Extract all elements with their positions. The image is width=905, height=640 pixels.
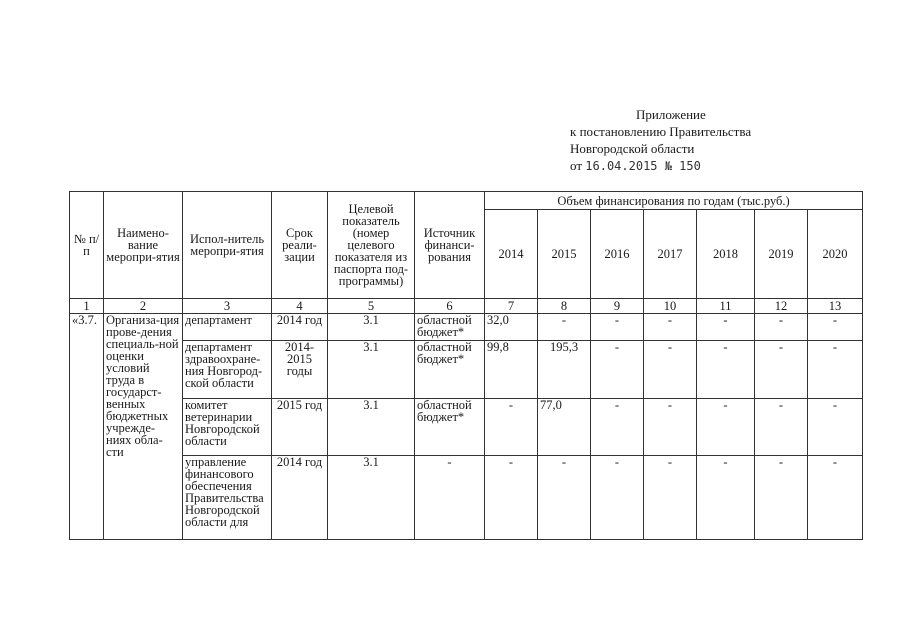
col-header-year: 2020: [808, 210, 863, 299]
source-cell: областной бюджет*: [415, 399, 485, 456]
col-header-target: Целевой показатель (номер целевого показателя из паспорта под-программы): [328, 192, 415, 299]
col-header-year: 2018: [697, 210, 755, 299]
value-cell: 32,0: [485, 314, 538, 341]
executor-cell: комитет ветеринарии Новгородской области: [183, 399, 272, 456]
col-header-executor: Испол-нитель меропри-ятия: [183, 192, 272, 299]
term-cell: 2015 год: [272, 399, 328, 456]
col-header-year: 2017: [644, 210, 697, 299]
value-cell: -: [808, 399, 863, 456]
column-number: 5: [328, 299, 415, 314]
column-number: 12: [755, 299, 808, 314]
col-header-num: № п/п: [70, 192, 104, 299]
column-number: 1: [70, 299, 104, 314]
col-header-source: Источник финанси-рования: [415, 192, 485, 299]
table-row: [70, 314, 863, 341]
column-number: 4: [272, 299, 328, 314]
col-header-year: 2015: [538, 210, 591, 299]
term-cell: 2014 год: [272, 456, 328, 540]
value-cell: -: [755, 341, 808, 399]
table-row: [70, 341, 863, 399]
column-number: 7: [485, 299, 538, 314]
source-cell: областной бюджет*: [415, 314, 485, 341]
value-cell: -: [644, 341, 697, 399]
col-header-name: Наимено-вание меропри-ятия: [104, 192, 183, 299]
value-cell: -: [591, 341, 644, 399]
value-cell: -: [591, 399, 644, 456]
funding-table: [69, 191, 863, 540]
value-cell: -: [697, 314, 755, 341]
value-cell: 99,8: [485, 341, 538, 399]
col-header-term: Срок реали-зации: [272, 192, 328, 299]
value-cell: -: [755, 314, 808, 341]
executor-cell: департамент: [183, 314, 272, 341]
appendix-title: Приложение: [636, 107, 706, 122]
column-number: 3: [183, 299, 272, 314]
date-prefix: от: [570, 158, 583, 173]
col-header-year: 2019: [755, 210, 808, 299]
term-cell: 2014 год: [272, 314, 328, 341]
item-number: «3.7.: [70, 314, 104, 540]
value-cell: -: [485, 456, 538, 540]
value-cell: -: [697, 341, 755, 399]
column-number-row: [70, 299, 863, 314]
value-cell: -: [538, 456, 591, 540]
column-number: 11: [697, 299, 755, 314]
table-row: [70, 399, 863, 456]
value-cell: -: [755, 399, 808, 456]
value-cell: -: [697, 456, 755, 540]
value-cell: -: [755, 456, 808, 540]
col-header-year: 2014: [485, 210, 538, 299]
term-cell: 2014-2015 годы: [272, 341, 328, 399]
column-number: 9: [591, 299, 644, 314]
value-cell: -: [808, 314, 863, 341]
value-cell: -: [485, 399, 538, 456]
item-name: Организа-ция прове-дения специаль-ной оценки условий труда в государст-венных бюджетных учрежде-ниях обла-сти: [104, 314, 183, 540]
date-value: 16.04.2015 № 150: [585, 159, 701, 173]
executor-cell: управление финансового обеспечения Правительства Новгородской области для: [183, 456, 272, 540]
table-row: [70, 456, 863, 540]
executor-cell: департамент здравоохране-ния Новгород-ской области: [183, 341, 272, 399]
column-number: 6: [415, 299, 485, 314]
value-cell: 195,3: [538, 341, 591, 399]
value-cell: -: [644, 399, 697, 456]
column-number: 13: [808, 299, 863, 314]
target-cell: 3.1: [328, 341, 415, 399]
col-header-funding: Объем финансирования по годам (тыс.руб.): [485, 192, 863, 210]
value-cell: -: [644, 456, 697, 540]
value-cell: -: [591, 314, 644, 341]
target-cell: 3.1: [328, 456, 415, 540]
value-cell: -: [808, 456, 863, 540]
source-cell: -: [415, 456, 485, 540]
column-number: 2: [104, 299, 183, 314]
target-cell: 3.1: [328, 314, 415, 341]
resolution-line: к постановлению Правительства: [570, 124, 752, 139]
value-cell: 77,0: [538, 399, 591, 456]
target-cell: 3.1: [328, 399, 415, 456]
value-cell: -: [591, 456, 644, 540]
source-cell: областной бюджет*: [415, 341, 485, 399]
value-cell: -: [644, 314, 697, 341]
value-cell: -: [538, 314, 591, 341]
appendix-header: [570, 106, 870, 175]
column-number: 10: [644, 299, 697, 314]
column-number: 8: [538, 299, 591, 314]
col-header-year: 2016: [591, 210, 644, 299]
value-cell: -: [697, 399, 755, 456]
value-cell: -: [808, 341, 863, 399]
date-line: [570, 157, 870, 175]
region-line: Новгородской области: [570, 141, 695, 156]
